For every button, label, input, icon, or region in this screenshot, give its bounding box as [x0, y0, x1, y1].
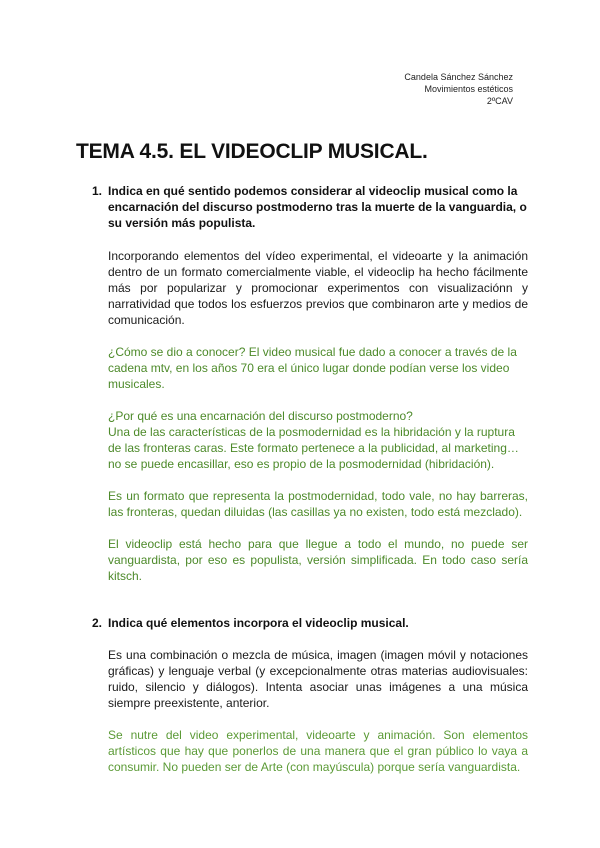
- answer-question-line: ¿Por qué es una encarnación del discurso postmoderno?: [108, 409, 413, 423]
- question-2: [92, 615, 530, 631]
- question-text: Indica qué elementos incorpora el videoclip musical.: [108, 616, 409, 630]
- question-1: [92, 183, 530, 231]
- answer-paragraph: Es un formato que representa la postmodernidad, todo vale, no hay barreras, las fronteras, quedan diluidas (las casillas ya no existen, todo está mezclado).: [108, 489, 528, 519]
- answer-paragraph: Una de las características de la posmodernidad es la hibridación y la ruptura de las fronteras caras. Este formato pertenece a la publicidad, al marketing… no se puede encasillar, eso es propio de la posmodernidad (hibridación).: [108, 425, 519, 471]
- document-header: [404, 71, 513, 107]
- question-text: Indica en qué sentido podemos considerar al videoclip musical como la encarnación del discurso postmoderno tras la muerte de la vanguardia, o su versión más populista.: [108, 184, 527, 230]
- answer-paragraph: ¿Cómo se dio a conocer? El video musical fue dado a conocer a través de la cadena mtv, en los años 70 era el único lugar donde podían verse los video musicales.: [108, 345, 517, 391]
- course-name: 2ºCAV: [486, 96, 513, 106]
- author-name: Candela Sánchez Sánchez: [404, 72, 513, 82]
- subject-name: Movimientos estéticos: [424, 84, 513, 94]
- question-number: 1.: [92, 184, 103, 198]
- question-number: 2.: [92, 616, 103, 630]
- page-title: TEMA 4.5. EL VIDEOCLIP MUSICAL.: [76, 140, 428, 163]
- answer-paragraph: Incorporando elementos del vídeo experimental, el videoarte y la animación dentro de un formato comercialmente viable, el videoclip ha hecho fácilmente más por popularizar y promocionar experimentos con visualizaciónn y narratividad que todos los esfuerzos previos que combinaron arte y medios de comunicación.: [108, 249, 528, 327]
- answer-paragraph: Es una combinación o mezcla de música, imagen (imagen móvil y notaciones gráficas) y lenguaje verbal (y excepcionalmente otras materias audiovisuales: ruido, silencio y diálogos). Intenta asociar unas imágenes a una música siempre preexistente, anterior.: [108, 648, 528, 710]
- answer-paragraph: Se nutre del video experimental, videoarte y animación. Son elementos artísticos que hay que ponerlos de una manera que el gran público lo vaya a consumir. No pueden ser de Arte (con mayúscula) porque sería vanguardista.: [108, 728, 528, 774]
- answer-paragraph: El videoclip está hecho para que llegue a todo el mundo, no puede ser vanguardista, por eso es populista, versión simplificada. En todo caso sería kitsch.: [108, 537, 528, 583]
